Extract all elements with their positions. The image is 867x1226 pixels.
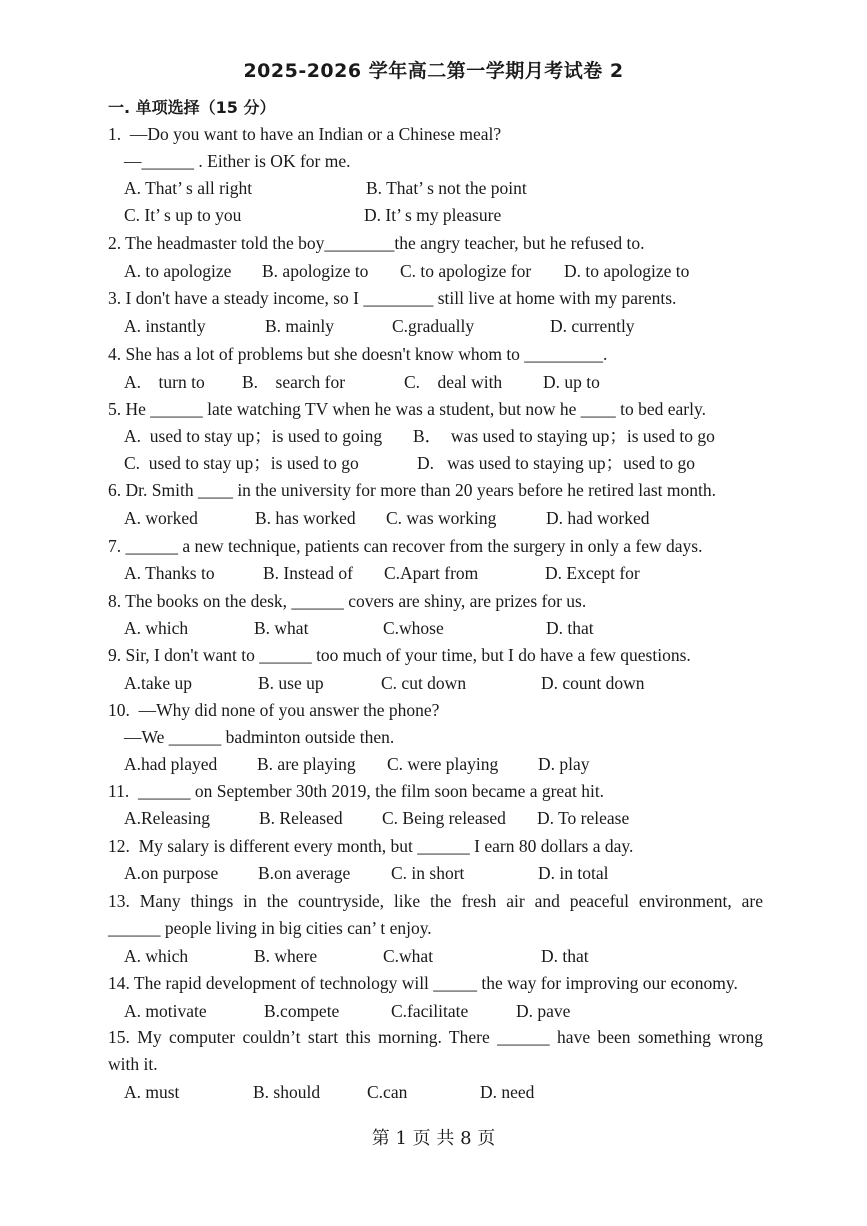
question-7-stem: 7. ______ a new technique, patients can recover from the surgery in only a few days. bbox=[108, 536, 703, 556]
question-11-option-c[interactable]: C. Being released bbox=[382, 808, 506, 828]
question-1-stem-line2: —______ . Either is OK for me. bbox=[124, 151, 351, 171]
question-13-stem-line2: ______ people living in big cities can’ t enjoy. bbox=[108, 918, 432, 938]
question-9-option-b[interactable]: B. use up bbox=[258, 673, 324, 693]
question-5-option-c[interactable]: C. used to stay up；is used to go bbox=[124, 453, 359, 473]
question-1-option-c[interactable]: C. It’ s up to you bbox=[124, 205, 242, 225]
question-8-option-b[interactable]: B. what bbox=[254, 618, 309, 638]
question-2-option-b[interactable]: B. apologize to bbox=[262, 261, 369, 281]
question-2-option-a[interactable]: A. to apologize bbox=[124, 261, 232, 281]
question-5-stem: 5. He ______ late watching TV when he was a student, but now he ____ to bed early. bbox=[108, 399, 706, 419]
question-10-option-c[interactable]: C. were playing bbox=[387, 754, 499, 774]
section-heading: 一. 单项选择（15 分） bbox=[108, 98, 276, 117]
question-12-option-b[interactable]: B.on average bbox=[258, 863, 351, 883]
question-15-stem: 15. My computer couldn’t start this morning. There ______ have been something wrong bbox=[108, 1027, 763, 1047]
question-3-option-d[interactable]: D. currently bbox=[550, 316, 635, 336]
question-13-option-b[interactable]: B. where bbox=[254, 946, 318, 966]
question-12-option-c[interactable]: C. in short bbox=[391, 863, 465, 883]
question-10-option-d[interactable]: D. play bbox=[538, 754, 590, 774]
question-1-stem: 1. —Do you want to have an Indian or a Chinese meal? bbox=[108, 124, 502, 144]
page-number-footer bbox=[0, 1124, 867, 1150]
question-5-option-d[interactable]: D. was used to staying up；used to go bbox=[417, 453, 696, 473]
question-9-option-d[interactable]: D. count down bbox=[541, 673, 645, 693]
question-9-option-a[interactable]: A.take up bbox=[124, 673, 193, 693]
question-6-option-b[interactable]: B. has worked bbox=[255, 508, 356, 528]
question-15-option-d[interactable]: D. need bbox=[480, 1082, 535, 1102]
question-7-option-d[interactable]: D. Except for bbox=[545, 563, 640, 583]
question-3-option-a[interactable]: A. instantly bbox=[124, 316, 206, 336]
question-10-stem: 10. —Why did none of you answer the phone? bbox=[108, 700, 440, 720]
question-6-option-d[interactable]: D. had worked bbox=[546, 508, 650, 528]
question-8-option-a[interactable]: A. which bbox=[124, 618, 189, 638]
question-6-option-c[interactable]: C. was working bbox=[386, 508, 497, 528]
question-2-option-c[interactable]: C. to apologize for bbox=[400, 261, 532, 281]
question-13-option-a[interactable]: A. which bbox=[124, 946, 189, 966]
question-4-option-b[interactable]: B. search for bbox=[242, 372, 346, 392]
question-13-option-d[interactable]: D. that bbox=[541, 946, 589, 966]
question-13-option-c[interactable]: C.what bbox=[383, 946, 434, 966]
question-7-option-b[interactable]: B. Instead of bbox=[263, 563, 353, 583]
question-14-option-a[interactable]: A. motivate bbox=[124, 1001, 207, 1021]
question-10-stem-line2: —We ______ badminton outside then. bbox=[124, 727, 395, 747]
question-9-option-c[interactable]: C. cut down bbox=[381, 673, 467, 693]
question-2-stem: 2. The headmaster told the boy________the angry teacher, but he refused to. bbox=[108, 233, 645, 253]
question-11-option-b[interactable]: B. Released bbox=[259, 808, 343, 828]
question-15-stem-line2: with it. bbox=[108, 1054, 158, 1074]
question-15-option-c[interactable]: C.can bbox=[367, 1082, 408, 1102]
question-15-option-b[interactable]: B. should bbox=[253, 1082, 321, 1102]
question-13-stem: 13. Many things in the countryside, like the fresh air and peaceful environment, are bbox=[108, 891, 763, 911]
question-6-stem: 6. Dr. Smith ____ in the university for more than 20 years before he retired last month. bbox=[108, 480, 716, 500]
question-7-option-c[interactable]: C.Apart from bbox=[384, 563, 479, 583]
question-11-option-d[interactable]: D. To release bbox=[537, 808, 630, 828]
question-3-option-c[interactable]: C.gradually bbox=[392, 316, 475, 336]
question-10-option-a[interactable]: A.had played bbox=[124, 754, 218, 774]
question-1-option-b[interactable]: B. That’ s not the point bbox=[366, 178, 527, 198]
question-3-option-b[interactable]: B. mainly bbox=[265, 316, 335, 336]
page-number-label: 第 1 页 共 8 页 bbox=[371, 1128, 496, 1149]
question-1-option-d[interactable]: D. It’ s my pleasure bbox=[364, 205, 502, 225]
question-15-option-a[interactable]: A. must bbox=[124, 1082, 180, 1102]
question-8-option-c[interactable]: C.whose bbox=[383, 618, 444, 638]
question-5-option-b[interactable]: B． was used to staying up；is used to go bbox=[413, 426, 715, 446]
question-3-stem: 3. I don't have a steady income, so I ________ still live at home with my parents. bbox=[108, 288, 677, 308]
question-14-option-c[interactable]: C.facilitate bbox=[391, 1001, 469, 1021]
question-14-option-b[interactable]: B.compete bbox=[264, 1001, 340, 1021]
question-14-stem: 14. The rapid development of technology will _____ the way for improving our economy. bbox=[108, 973, 738, 993]
question-12-option-d[interactable]: D. in total bbox=[538, 863, 609, 883]
question-8-stem: 8. The books on the desk, ______ covers are shiny, are prizes for us. bbox=[108, 591, 587, 611]
question-4-option-d[interactable]: D. up to bbox=[543, 372, 600, 392]
question-12-stem: 12. My salary is different every month, but ______ I earn 80 dollars a day. bbox=[108, 836, 634, 856]
question-1-option-a[interactable]: A. That’ s all right bbox=[124, 178, 253, 198]
question-4-option-c[interactable]: C. deal with bbox=[404, 372, 503, 392]
question-2-option-d[interactable]: D. to apologize to bbox=[564, 261, 690, 281]
question-11-option-a[interactable]: A.Releasing bbox=[124, 808, 211, 828]
exam-title: 2025-2026 学年高二第一学期月考试卷 2 bbox=[243, 60, 624, 82]
question-11-stem: 11. ______ on September 30th 2019, the film soon became a great hit. bbox=[108, 781, 605, 801]
question-8-option-d[interactable]: D. that bbox=[546, 618, 594, 638]
question-4-option-a[interactable]: A. turn to bbox=[124, 372, 205, 392]
question-9-stem: 9. Sir, I don't want to ______ too much of your time, but I do have a few questions. bbox=[108, 645, 691, 665]
question-5-option-a[interactable]: A. used to stay up；is used to going bbox=[124, 426, 383, 446]
question-12-option-a[interactable]: A.on purpose bbox=[124, 863, 219, 883]
question-10-option-b[interactable]: B. are playing bbox=[257, 754, 356, 774]
question-14-option-d[interactable]: D. pave bbox=[516, 1001, 571, 1021]
question-4-stem: 4. She has a lot of problems but she doesn't know whom to _________. bbox=[108, 344, 608, 364]
question-7-option-a[interactable]: A. Thanks to bbox=[124, 563, 215, 583]
question-6-option-a[interactable]: A. worked bbox=[124, 508, 198, 528]
